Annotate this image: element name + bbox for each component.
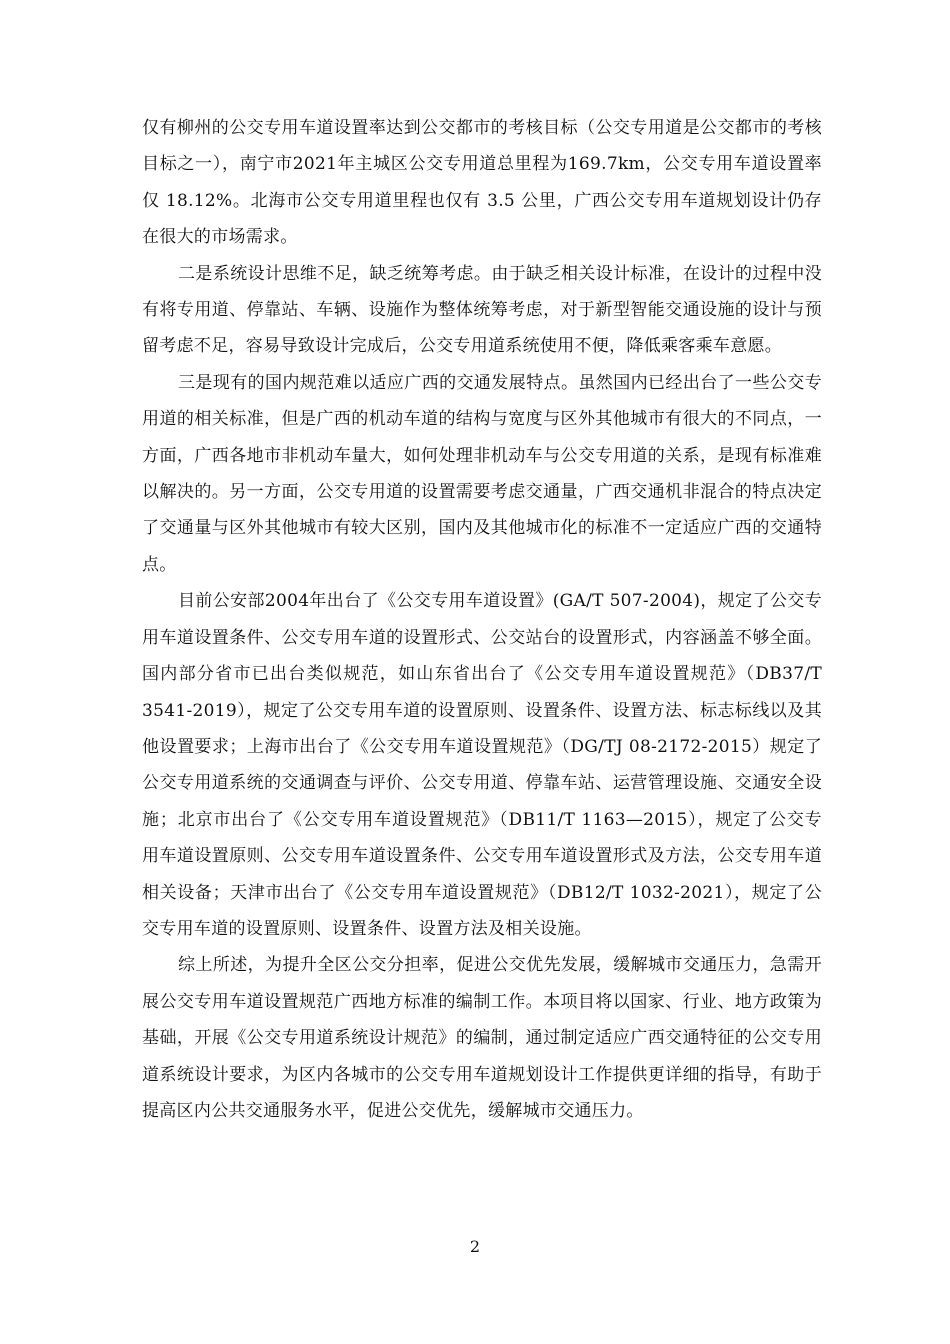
- paragraph-domestic-standards: 三是现有的国内规范难以适应广西的交通发展特点。虽然国内已经出台了一些公交专用道的相关标准，但是广西的机动车道的结构与宽度与区外其他城市有很大的不同点，一方面，广西各地市非机动车量大，如何处理非机动车与公交专用道的关系，是现有标准难以解决的。另一方面，公交专用道的设置需要考虑交通量，广西交通机非混合的特点决定了交通量与区外其他城市有较大区别，国内及其他城市化的标准不一定适应广西的交通特点。: [142, 372, 822, 575]
- paragraph-summary: 综上所述，为提升全区公交分担率，促进公交优先发展，缓解城市交通压力，急需开展公交专用车道设置规范广西地方标准的编制工作。本项目将以国家、行业、地方政策为基础，开展《公交专用道系统设计规范》的编制，通过制定适应广西交通特征的公交专用道系统设计要求，为区内各城市的公交专用车道规划设计工作提供更详细的指导，有助于提高区内公共交通服务水平，促进公交优先，缓解城市交通压力。: [142, 955, 822, 1121]
- paragraph-continuation: 仅有柳州的公交专用车道设置率达到公交都市的考核目标（公交专用道是公交都市的考核目标之一），南宁市2021年主城区公交专用道总里程为169.7km，公交专用车道设置率仅 18.12%。北海市公交专用道里程也仅有 3.5 公里，广西公交专用车道规划设计仍存在很大的市场需求。: [142, 118, 822, 248]
- paragraph-existing-regulations: 目前公安部2004年出台了《公交专用车道设置》(GA/T 507-2004)，规定了公交专用车道设置条件、公交专用车道的设置形式、公交站台的设置形式，内容涵盖不够全面。国内部分省市已出台类似规范，如山东省出台了《公交专用车道设置规范》（DB37/T 3541-2019），规定了公交专用车道的设置原则、设置条件、设置方法、标志标线以及其他设置要求；上海市出台了《公交专用车道设置规范》（DG/TJ 08-2172-2015）规定了公交专用道系统的交通调查与评价、公交专用道、停靠车站、运营管理设施、交通安全设施；北京市出台了《公交专用车道设置规范》（DB11/T 1163—2015），规定了公交专用车道设置原则、公交专用车道设置条件、公交专用车道设置形式及方法，公交专用车道相关设备；天津市出台了《公交专用车道设置规范》（DB12/T 1032-2021），规定了公交专用车道的设置原则、设置条件、设置方法及相关设施。: [142, 591, 822, 939]
- paragraph-design-thinking: 二是系统设计思维不足，缺乏统筹考虑。由于缺乏相关设计标准，在设计的过程中没有将专用道、停靠站、车辆、设施作为整体统筹考虑，对于新型智能交通设施的设计与预留考虑不足，容易导致设计完成后，公交专用道系统使用不便，降低乘客乘车意愿。: [142, 263, 822, 357]
- page-number: 2: [469, 1237, 481, 1256]
- body-text: [142, 110, 822, 1129]
